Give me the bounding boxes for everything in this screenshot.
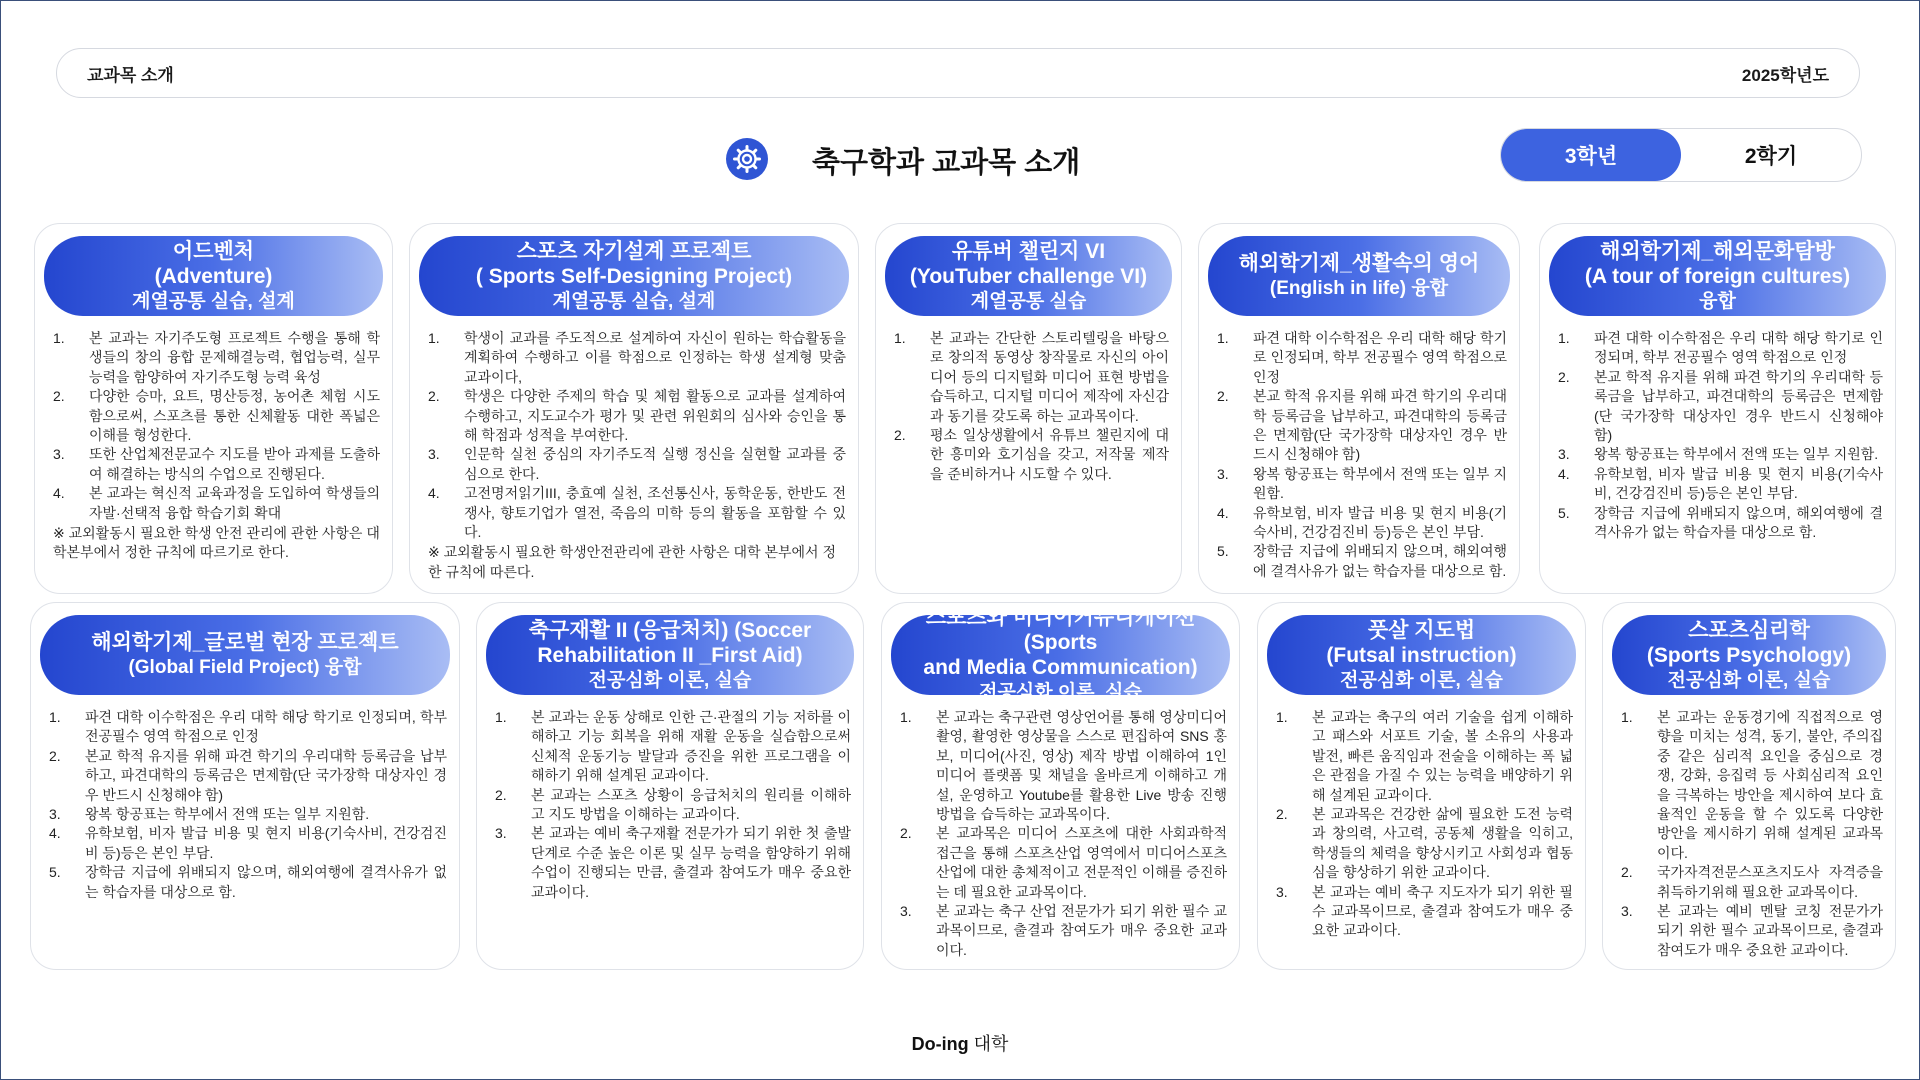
course-card [1198,223,1520,594]
course-description-item: 1. 본 교과는 자기주도형 프로젝트 수행을 통해 학생들의 창의 융합 문제해결능력, 협업능력, 실무능력을 함양하여 자기주도형 능력 육성 [53,330,380,385]
course-title-line: (English in life) 융합 [1269,278,1449,299]
course-title-line: ( Sports Self-Designing Project) [475,264,793,288]
course-title-line: 전공심화 이론, 실습 [979,682,1142,703]
course-description-item: 2. 본교 학적 유지를 위해 파견 학기의 우리대학 등록금을 납부하고, 파견대학의 등록금은 면제함(단 국가장학 대상자인 경우 반드시 신청해야 함) [49,747,447,803]
footer-brand: Do-ing [911,1034,969,1054]
course-description-item: 1. 본 교과는 운동 상해로 인한 근·관절의 기능 저하를 이해하고 기능 회복을 위해 재활 운동을 실습함으로써 신체적 운동기능 발달과 증진을 위한 프로그램을 이해하기 위해 설계된 교과이다. [495,709,851,784]
course-description-item: 2. 본교 학적 유지를 위해 파견 학기의 우리대학 등록금을 납부하고, 파견대학의 등록금은 면제함(단 국가장학 대상자인 경우 반드시 신청해야 함) [1217,388,1507,463]
course-title-line: (Sports Psychology) [1646,643,1852,667]
course-title-banner [1267,615,1576,695]
course-card [476,602,864,970]
course-title-line: 스포츠심리학 [1688,618,1810,642]
course-description-item: 5. 장학금 지급에 위배되지 않으며, 해외여행에 결격사유가 없는 학습자를 대상으로 함. [1558,504,1883,541]
course-title-banner [419,236,849,316]
course-title-line: (A tour of foreign cultures) [1584,264,1851,288]
course-description [1621,708,1883,960]
course-description-item: 3. 왕복 항공표는 학부에서 전액 또는 일부 지원함. [49,806,370,823]
course-description [428,329,846,582]
course-title-line: 전공심화 이론, 실습 [1667,669,1831,691]
course-note: ※ 교외활동시 필요한 학생 안전 관리에 관한 사항은 대학본부에서 정한 규칙에 따르기로 한다. [53,525,380,561]
footer [0,1030,1920,1056]
footer-university: 대학 [973,1034,1009,1054]
course-title-line: 계열공통 실습, 설계 [132,290,295,312]
course-description-item: 2. 평소 일상생활에서 유튜브 챌린지에 대한 흥미와 호기심을 갖고, 저작물 제작을 준비하거나 시도할 수 있다. [894,427,1169,482]
course-title-line: 계열공통 실습, 설계 [552,290,716,312]
course-description [1276,708,1573,941]
header-left-label: 교과목 소개 [87,65,174,85]
course-card [881,602,1240,970]
course-description-item: 4. 유학보험, 비자 발급 비용 및 현지 비용(기숙사비, 건강검진비 등)등은 본인 부담. [49,825,447,861]
course-description [53,329,380,563]
course-title-banner [1549,236,1886,316]
course-description [49,708,447,902]
course-title-banner [1208,236,1510,316]
course-description-item: 4. 유학보험, 비자 발급 비용 및 현지 비용(기숙사비, 건강검진비 등)등은 본인 부담. [1558,465,1883,502]
course-description [495,708,851,902]
course-description-item: 2. 본 교과는 스포츠 상황이 응급처치의 원리를 이해하고 지도 방법을 이해하는 교과이다. [495,786,851,823]
gear-icon [726,138,768,180]
course-title-banner [1612,615,1886,695]
course-description [1558,329,1883,542]
course-card [1257,602,1586,970]
course-title-line: 스포츠와 미디어커뮤니케이션 (Sports [925,606,1196,654]
term-tab[interactable]: 2학기 [1744,145,1798,168]
course-description-item: 5. 장학금 지급에 위배되지 않으며, 해외여행에 결격사유가 없는 학습자를 대상으로 함. [49,864,447,900]
header-bar [56,48,1860,98]
course-title-line: 풋살 지도법 [1367,618,1476,642]
course-description-item: 3. 인문학 실천 중심의 자기주도적 실행 정신을 실현할 교과를 중심으로 한다. [428,446,846,482]
course-description-item: 1. 파견 대학 이수학점은 우리 대학 해당 학기로 인정되며, 학부 전공필수 영역 학점으로 인정 [49,709,447,745]
course-card [409,223,859,594]
course-title-banner [885,236,1172,316]
course-title-line: 융합 [1699,290,1736,312]
course-card [34,223,393,594]
course-description-item: 4. 유학보험, 비자 발급 비용 및 현지 비용(기숙사비, 건강검진비 등)등은 본인 부담. [1217,504,1507,541]
course-description-item: 1. 본 교과는 축구관련 영상언어를 통해 영상미디어 촬영, 촬영한 영상물을 스스로 편집하여 SNS 홍보, 미디어(사진, 영상) 제작 방법 이해하여 1인 미디어 플랫폼 및 채널을 올바르게 이해하고 개설, 운영하고 Youtube를 활용한 Live 방송 진행 방법을 습득하는 교과목이다. [900,709,1227,823]
course-description-item: 3. 본 교과는 예비 멘탈 코칭 전문가가 되기 위한 필수 교과목이므로, 출결과 참여도가 매우 중요한 교과이다. [1621,903,1883,958]
header-year-label: 2025학년도 [1741,65,1829,85]
course-title-line: 전공심화 이론, 실습 [588,669,752,691]
grade-tab[interactable]: 3학년 [1501,129,1681,181]
course-description-item: 5. 장학금 지급에 위배되지 않으며, 해외여행에 결격사유가 없는 학습자를 대상으로 함. [1217,543,1507,579]
course-description-item: 3. 본 교과는 예비 축구 지도자가 되기 위한 필수 교과목이므로, 출결과 참여도가 매우 중요한 교과이다. [1276,883,1573,939]
course-title-banner [486,615,854,695]
course-title-line: 축구재활 II (응급처치) (Soccer [528,618,812,642]
course-title-line: (Adventure) [154,264,273,288]
course-description-item: 3. 왕복 항공표는 학부에서 전액 또는 일부 지원함. [1217,465,1507,502]
course-description-item: 2. 국가자격전문스포츠지도사 자격증을 취득하기위해 필요한 교과목이다. [1621,864,1883,900]
course-note: ※ 교외활동시 필요한 학생안전관리에 관한 사항은 대학 본부에서 정한 규칙에 따른다. [428,544,836,580]
course-card [875,223,1182,594]
course-description-item: 3. 본 교과는 축구 산업 전문가가 되기 위한 필수 교과목이므로, 출결과 참여도가 매우 중요한 교과이다. [900,903,1227,958]
course-description-item: 1. 본 교과는 운동경기에 직접적으로 영향을 미치는 성격, 동기, 불안, 주의집중 같은 심리적 요인을 중심으로 경쟁, 강화, 응집력 등 사회심리적 요인을 극복하는 방안을 제시하여 보다 효율적인 운동을 할 수 있도록 다양한 방안을 제시하기 위해 설계된 교과목이다. [1621,709,1883,861]
course-title-line: (Futsal instruction) [1326,643,1517,667]
course-title-line: 전공심화 이론, 실습 [1340,669,1503,691]
course-card [30,602,460,970]
course-title-line: and Media Communication) [923,656,1198,679]
course-description-item: 3. 왕복 항공표는 학부에서 전액 또는 일부 지원함. [1558,446,1879,463]
course-description-item: 3. 본 교과는 예비 축구재활 전문가가 되기 위한 첫 출발 단계로 수준 높은 이론 및 실무 능력을 함양하기 위해 수업이 진행되는 만큼, 출결과 참여도가 매우 중요한 교과이다. [495,825,851,900]
course-description-item: 1. 본 교과는 간단한 스토리텔링을 바탕으로 창의적 동영상 창작물로 자신의 아이디어 등의 디지털화 미디어 표현 방법을 습득하고, 디지털 미디어 제작에 자신감과 동기를 갖도록 하는 교과목이다. [894,330,1169,424]
course-title-line: 스포츠 자기설계 프로젝트 [516,239,752,263]
course-title-line: 해외학기제_글로벌 현장 프로젝트 [91,631,399,654]
course-title-line: 해외학기제_해외문화탐방 [1600,239,1835,263]
course-description-item: 2. 학생은 다양한 주제의 학습 및 체험 활동으로 교과를 설계하여 수행하고, 지도교수가 평가 및 관련 위원회의 심사와 승인을 통해 학점과 성적을 부여한다. [428,388,846,444]
course-card [1539,223,1896,594]
course-description-item: 1. 본 교과는 축구의 여러 기술을 쉽게 이해하고 패스와 서포트 기술, 볼 소유의 사용과 발전, 빠른 움직임과 전술을 이해하는 폭 넓은 관점을 가질 수 있는 능력을 배양하기 위해 설계된 교과이다. [1276,709,1573,803]
course-title-line: 어드벤처 [172,239,255,263]
course-title-line: Rehabilitation II _First Aid) [537,643,803,667]
course-title-line: (Global Field Project) 융합 [128,657,362,678]
course-title-line: 유튜버 챌린지 VI [951,239,1106,263]
page-title: 축구학과 교과목 소개 [812,147,1081,179]
course-title-banner [40,615,450,695]
course-card [1602,602,1896,970]
course-title-line: 계열공통 실습 [970,290,1087,312]
course-description-item: 2. 본 교과목은 미디어 스포츠에 대한 사회과학적 접근을 통해 스포츠산업 영역에서 미디어스포츠산업에 대한 총체적이고 전문적인 이해를 증진하는 데 필요한 교과목이다. [900,825,1227,900]
course-title-line: 해외학기제_생활속의 영어 [1238,252,1480,275]
course-description-item: 2. 본교 학적 유지를 위해 파견 학기의 우리대학 등록금을 납부하고, 파견대학의 등록금은 면제함(단 국가장학 대상자인 경우 반드시 신청해야 함) [1558,368,1883,444]
course-description-item: 4. 고전명저읽기III, 충효예 실천, 조선통신사, 동학운동, 한반도 전쟁사, 향토기업가 열전, 죽음의 미학 등의 활동을 포함할 수 있다. [428,485,846,541]
semester-selector [1500,128,1862,182]
course-description-item: 4. 본 교과는 혁신적 교육과정을 도입하여 학생들의 자발·선택적 융합 학습기회 확대 [53,485,380,521]
course-description-item: 2. 본 교과목은 건강한 삶에 필요한 도전 능력과 창의력, 사고력, 공동체 생활을 익히고, 학생들의 체력을 향상시키고 사회성과 협동심을 향상하기 위한 교과이다. [1276,806,1573,881]
course-description-item: 3. 또한 산업체전문교수 지도를 받아 과제를 도출하여 해결하는 방식의 수업으로 진행된다. [53,446,380,482]
course-title-banner [891,606,1230,703]
course-description-item: 2. 다양한 승마, 요트, 명산등정, 농어촌 체험 시도함으로써, 스포츠를 통한 신체활동 대한 폭넓은 이해를 형성한다. [53,388,380,444]
course-description-item: 1. 파견 대학 이수학점은 우리 대학 해당 학기로 인정되며, 학부 전공필수 영역 학점으로 인정 [1558,330,1883,366]
course-title-line: (YouTuber challenge VI) [909,264,1148,288]
course-title-banner [44,236,383,316]
course-description [1217,329,1507,581]
course-description [894,329,1169,484]
course-description-item: 1. 학생이 교과를 주도적으로 설계하여 자신이 원하는 학습활동을 계획하여 수행하고 이를 학점으로 인정하는 학생 설계형 맞춤 교과이다, [428,330,846,385]
course-description [900,708,1227,960]
course-description-item: 1. 파견 대학 이수학점은 우리 대학 해당 학기로 인정되며, 학부 전공필수 영역 학점으로 인정 [1217,330,1507,385]
